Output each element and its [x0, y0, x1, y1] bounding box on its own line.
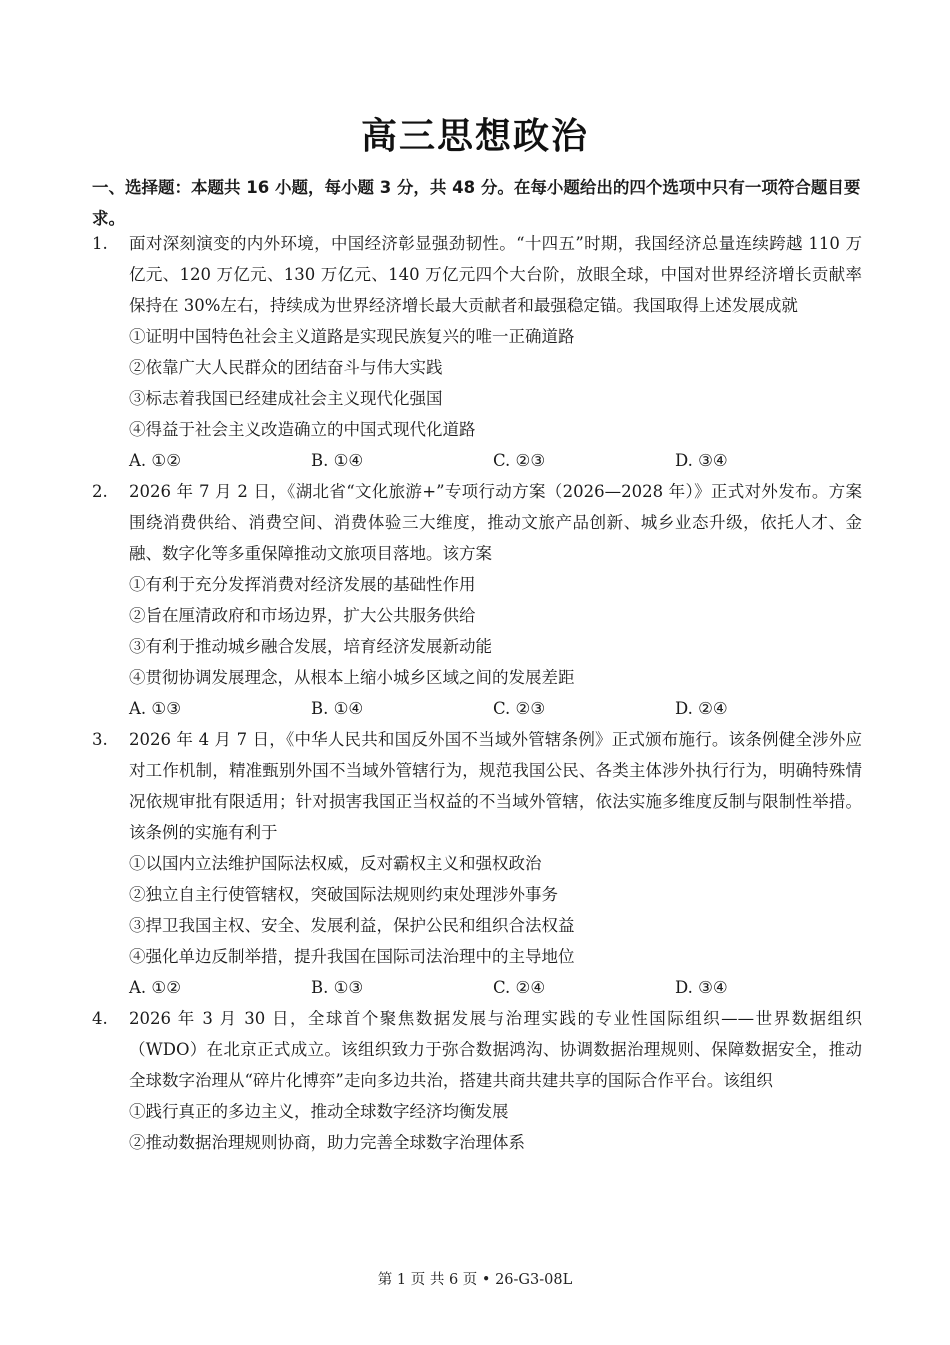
statement-option: ③有利于推动城乡融合发展，培育经济发展新动能	[129, 637, 492, 656]
questions-container	[92, 228, 862, 1158]
question-4	[92, 1003, 862, 1158]
question-number: 4.	[92, 1009, 108, 1028]
statement-option: ②独立自主行使管辖权，突破国际法规则约束处理涉外事务	[129, 885, 558, 904]
choice-d: D. ③④	[675, 978, 728, 997]
question-stem	[92, 228, 862, 321]
question-stem-text: 2026 年 4 月 7 日，《中华人民共和国反外国不当域外管辖条例》正式颁布施行。该条例健全涉外应对工作机制，精准甄别外国不当域外管辖行为，规范我国公民、各类主体涉外执行行为，明确特殊情况依规审批有限适用；针对损害我国正当权益的不当域外管辖，依法实施多维度反制与限制性举措。该条例的实施有利于	[129, 730, 862, 842]
statement-option: ②依靠广大人民群众的团结奋斗与伟大实践	[129, 358, 443, 377]
section-heading: 一、选择题：本题共 16 小题，每小题 3 分，共 48 分。在每小题给出的四个选项中只有一项符合题目要求。	[92, 178, 861, 228]
choice-b: B. ①③	[311, 978, 364, 997]
page-footer: 第 1 页 共 6 页 • 26-G3-08L	[377, 1272, 573, 1288]
answer-choices	[92, 693, 862, 724]
statement-option: ④强化单边反制举措，提升我国在国际司法治理中的主导地位	[129, 947, 575, 966]
question-stem-text: 2026 年 7 月 2 日，《湖北省“文化旅游+”专项行动方案（2026—2028 年）》正式对外发布。方案围绕消费供给、消费空间、消费体验三大维度，推动文旅产品创新、城乡业态升级，依托人才、金融、数字化等多重保障推动文旅项目落地。该方案	[129, 482, 862, 563]
question-number: 2.	[92, 482, 108, 501]
statement-option: ①践行真正的多边主义，推动全球数字经济均衡发展	[129, 1102, 509, 1121]
statement-option: ②旨在厘清政府和市场边界，扩大公共服务供给	[129, 606, 476, 625]
statement-option: ②推动数据治理规则协商，助力完善全球数字治理体系	[129, 1133, 525, 1152]
choice-c: C. ②③	[493, 451, 546, 470]
statement-option: ①有利于充分发挥消费对经济发展的基础性作用	[129, 575, 476, 594]
statement-option: ①证明中国特色社会主义道路是实现民族复兴的唯一正确道路	[129, 327, 575, 346]
statement-option: ①以国内立法维护国际法权威，反对霸权主义和强权政治	[129, 854, 542, 873]
page-title: 高三思想政治	[360, 116, 589, 157]
question-stem-text: 2026 年 3 月 30 日，全球首个聚焦数据发展与治理实践的专业性国际组织——世界数据组织（WDO）在北京正式成立。该组织致力于弥合数据鸿沟、协调数据治理规则、保障数据安全，推动全球数字治理从“碎片化博弈”走向多边共治，搭建共商共建共享的国际合作平台。该组织	[129, 1009, 862, 1090]
choice-a: A. ①②	[129, 451, 181, 470]
choice-b: B. ①④	[311, 699, 364, 718]
question-number: 3.	[92, 730, 108, 749]
question-3	[92, 724, 862, 1003]
question-2	[92, 476, 862, 724]
statement-option: ③捍卫我国主权、安全、发展利益，保护公民和组织合法权益	[129, 916, 575, 935]
choice-b: B. ①④	[311, 451, 364, 470]
choice-a: A. ①②	[129, 978, 181, 997]
question-stem	[92, 476, 862, 569]
answer-choices	[92, 972, 862, 1003]
question-number: 1.	[92, 234, 108, 253]
question-stem	[92, 724, 862, 848]
statement-option: ④得益于社会主义改造确立的中国式现代化道路	[129, 420, 476, 439]
choice-c: C. ②③	[493, 699, 546, 718]
choice-d: D. ②④	[675, 699, 728, 718]
statement-option: ④贯彻协调发展理念，从根本上缩小城乡区域之间的发展差距	[129, 668, 575, 687]
question-stem	[92, 1003, 862, 1096]
answer-choices	[92, 445, 862, 476]
question-stem-text: 面对深刻演变的内外环境，中国经济彰显强劲韧性。“十四五”时期，我国经济总量连续跨越 110 万亿元、120 万亿元、130 万亿元、140 万亿元四个大台阶，放眼全球，中国对世界经济增长贡献率保持在 30%左右，持续成为世界经济增长最大贡献者和最强稳定锚。我国取得上述发展成就	[129, 234, 862, 315]
statement-option: ③标志着我国已经建成社会主义现代化强国	[129, 389, 443, 408]
choice-c: C. ②④	[493, 978, 546, 997]
question-1	[92, 228, 862, 476]
choice-d: D. ③④	[675, 451, 728, 470]
choice-a: A. ①③	[129, 699, 181, 718]
